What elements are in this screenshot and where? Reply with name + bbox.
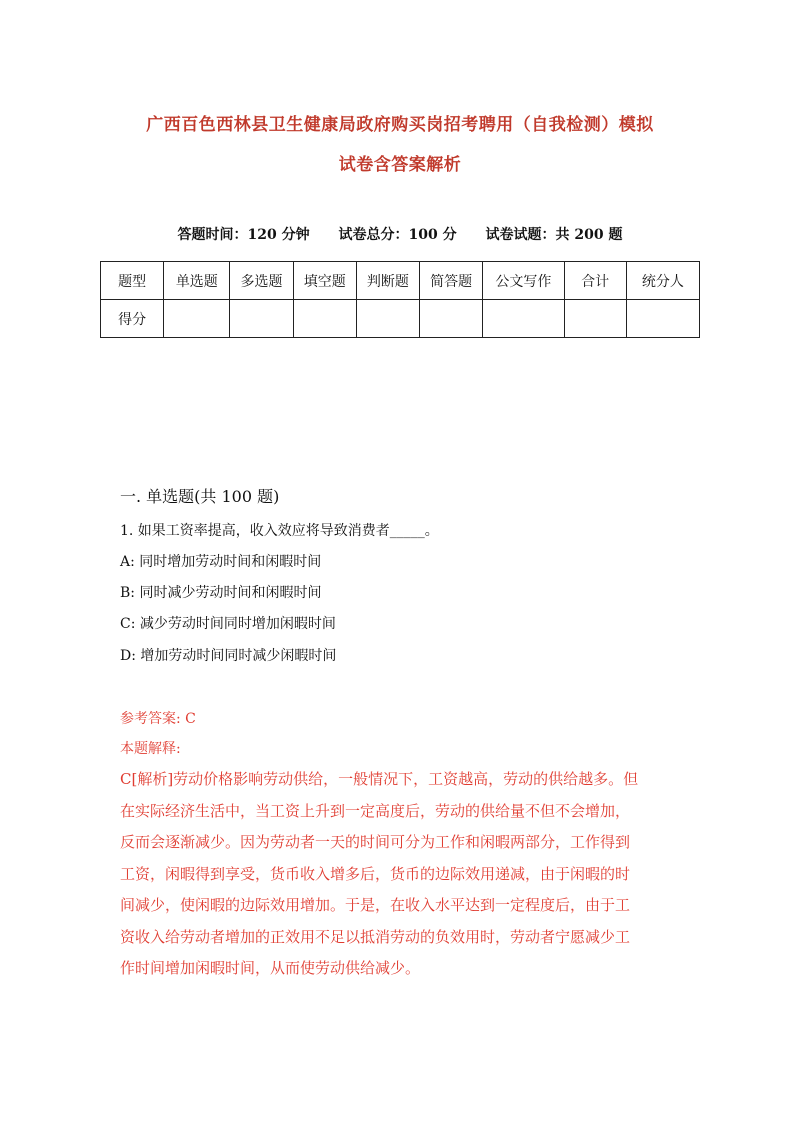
exam-time: 答题时间：120 分钟: [177, 227, 310, 243]
explanation-line: 反而会逐渐减少。因为劳动者一天的时间可分为工作和闲暇两部分，工作得到: [120, 833, 631, 851]
score-cell: [356, 300, 419, 338]
exam-question-count: 试卷试题：共 200 题: [485, 227, 623, 243]
exam-meta: [100, 224, 700, 244]
explanation-line: 工资，闲暇得到享受，货币收入增多后，货币的边际效用递减，由于闲暇的时: [120, 864, 631, 883]
explanation-line: 在实际经济生活中，当工资上升到一定高度后，劳动的供给量不但不会增加，: [120, 801, 631, 820]
explanation-text: [120, 764, 688, 985]
score-cell: [164, 300, 230, 338]
document-title-line-1: 广西百色西林县卫生健康局政府购买岗招考聘用（自我检测）模拟: [146, 115, 654, 135]
score-cell: [293, 300, 356, 338]
explanation-line: 作时间增加闲暇时间，从而使劳动供给减少。: [120, 959, 421, 977]
score-table: [100, 261, 700, 338]
header-cell-multiple-choice: 多选题: [230, 262, 293, 300]
exam-total-score: 试卷总分：100 分: [338, 227, 457, 243]
score-cell: [230, 300, 293, 338]
option-d: D: 增加劳动时间同时减少闲暇时间: [120, 648, 337, 664]
score-table-header-row: [101, 262, 700, 300]
score-cell: [420, 300, 483, 338]
score-cell: [483, 300, 564, 338]
explanation-line: 间减少，使闲暇的边际效用增加。于是，在收入水平达到一定程度后，由于工: [120, 896, 631, 914]
explanation-line: 资收入给劳动者增加的正效用不足以抵消劳动的负效用时，劳动者宁愿减少工: [120, 927, 631, 946]
header-cell-official-writing: 公文写作: [483, 262, 564, 300]
question-stem: 1. 如果工资率提高，收入效应将导致消费者_____。: [120, 523, 439, 539]
score-row-label: 得分: [101, 300, 164, 338]
header-cell-total: 合计: [564, 262, 626, 300]
option-c: C: 减少劳动时间同时增加闲暇时间: [120, 616, 336, 632]
header-cell-true-false: 判断题: [356, 262, 419, 300]
header-cell-scorer: 统分人: [626, 262, 699, 300]
explanation-label: 本题解释:: [120, 741, 181, 757]
header-cell-fill-blank: 填空题: [293, 262, 356, 300]
explanation-line: C[解析]劳动价格影响劳动供给，一般情况下，工资越高，劳动的供给越多。但: [120, 770, 639, 788]
header-cell-single-choice: 单选题: [164, 262, 230, 300]
header-cell-short-answer: 简答题: [420, 262, 483, 300]
score-table-score-row: [101, 300, 700, 338]
reference-answer: 参考答案: C: [120, 711, 196, 727]
score-cell: [564, 300, 626, 338]
option-a: A: 同时增加劳动时间和闲暇时间: [120, 554, 322, 570]
section-title: 一. 单选题(共 100 题): [120, 487, 280, 506]
document-title-line-2: 试卷含答案解析: [338, 155, 462, 175]
score-cell: [626, 300, 699, 338]
header-cell-type: 题型: [101, 262, 164, 300]
option-b: B: 同时减少劳动时间和闲暇时间: [120, 585, 322, 601]
